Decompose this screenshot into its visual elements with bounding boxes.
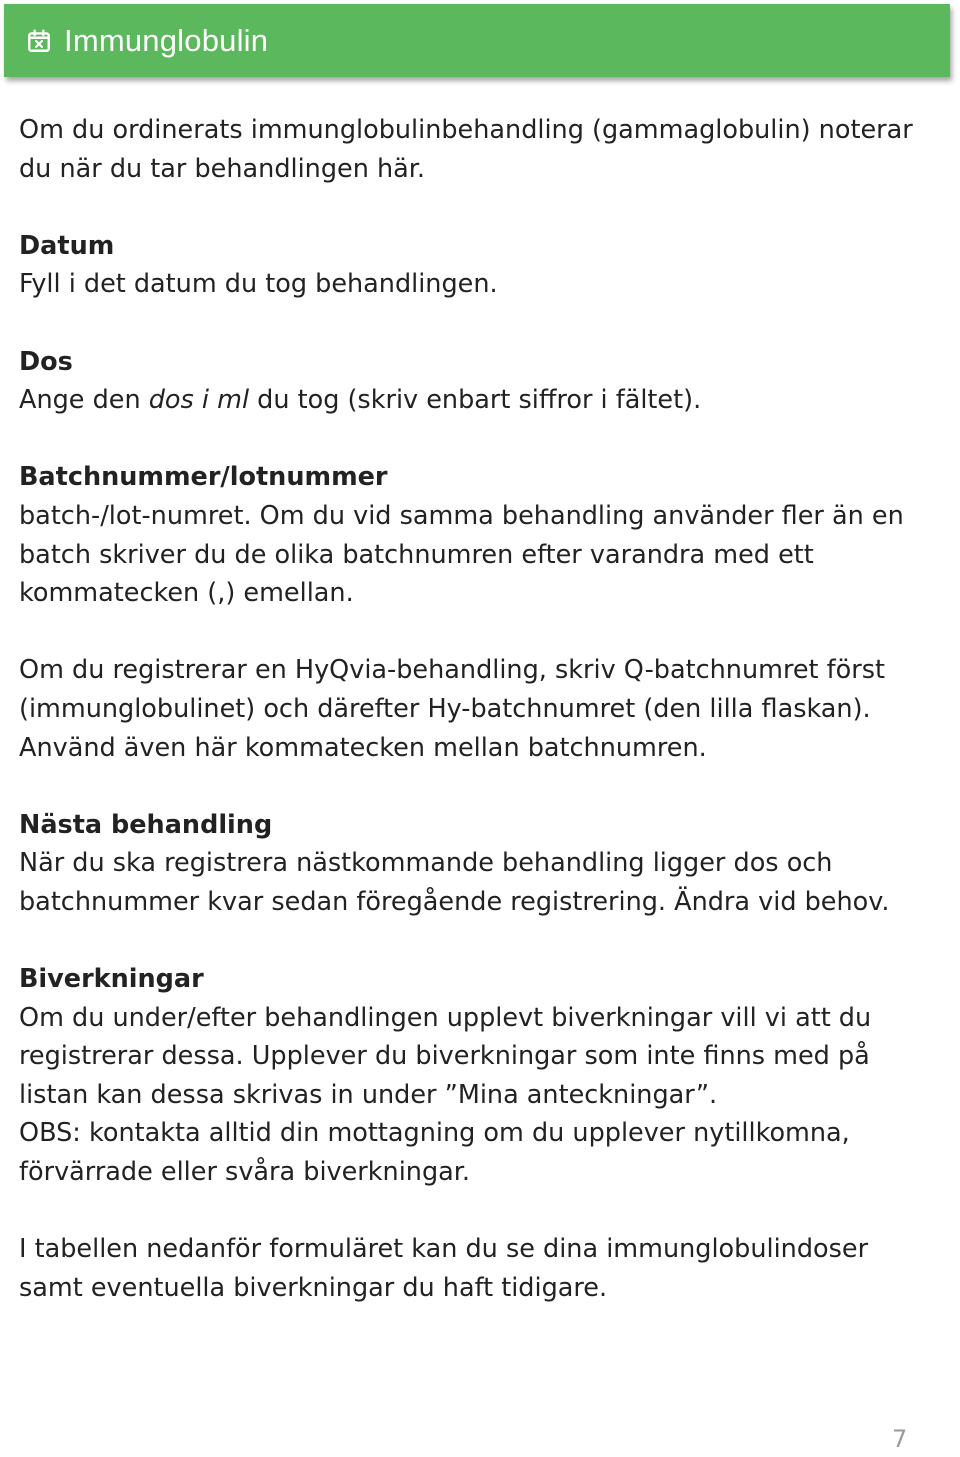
biverkningar-text: OBS: kontakta alltid din mottagning om du upplever nytillkomna, xyxy=(19,1118,850,1149)
biverkningar-text: registrerar dessa. Upplever du biverkningar som inte finns med på xyxy=(19,1041,870,1072)
section-heading-batch: Batchnummer/lotnummer xyxy=(19,462,388,493)
page-title: Immunglobulin xyxy=(64,22,269,58)
instructions-content xyxy=(19,111,944,1307)
outro-line: I tabellen nedanför formuläret kan du se dina immunglobulindoser xyxy=(19,1234,869,1265)
biverkningar-text: listan kan dessa skrivas in under ”Mina anteckningar”. xyxy=(19,1079,718,1110)
intro-line: du när du tar behandlingen här. xyxy=(19,153,426,184)
batch-text: batch skriver du de olika batchnumren efter varandra med ett xyxy=(19,539,814,570)
biverkningar-text: Om du under/efter behandlingen upplevt biverkningar vill vi att du xyxy=(19,1002,872,1033)
intro-line: Om du ordinerats immunglobulinbehandling (gammaglobulin) noterar xyxy=(19,115,913,145)
nasta-text: batchnummer kvar sedan föregående registrering. Ändra vid behov. xyxy=(19,886,890,917)
outro-line: samt eventuella biverkningar du haft tidigare. xyxy=(19,1272,608,1303)
hyqvia-text: (immunglobulinet) och därefter Hy-batchnumret (den lilla flaskan). xyxy=(19,693,871,724)
page-number: 7 xyxy=(892,1425,908,1453)
batch-text: batch-/lot-numret. Om du vid samma behandling använder fler än en xyxy=(19,500,904,531)
section-heading-dos: Dos xyxy=(19,346,73,377)
hyqvia-text: Om du registrerar en HyQvia-behandling, skriv Q-batchnumret först xyxy=(19,655,886,686)
biverkningar-text: förvärrade eller svåra biverkningar. xyxy=(19,1157,471,1188)
batch-text: kommatecken (,) emellan. xyxy=(19,578,354,609)
dos-text-suffix: du tog (skriv enbart siffror i fältet). xyxy=(249,385,702,416)
dos-text xyxy=(19,381,944,420)
header-bar xyxy=(4,4,950,77)
section-heading-nasta-behandling: Nästa behandling xyxy=(19,809,273,840)
section-heading-biverkningar: Biverkningar xyxy=(19,964,204,995)
hyqvia-text: Använd även här kommatecken mellan batchnumren. xyxy=(19,732,707,763)
dos-text-emphasis: dos i ml xyxy=(148,385,250,416)
nasta-text: När du ska registrera nästkommande behandling ligger dos och xyxy=(19,848,833,879)
dos-text-prefix: Ange den xyxy=(19,385,149,416)
section-heading-datum: Datum xyxy=(19,230,115,261)
datum-text: Fyll i det datum du tog behandlingen. xyxy=(19,269,498,300)
calendar-x-icon xyxy=(26,28,52,54)
